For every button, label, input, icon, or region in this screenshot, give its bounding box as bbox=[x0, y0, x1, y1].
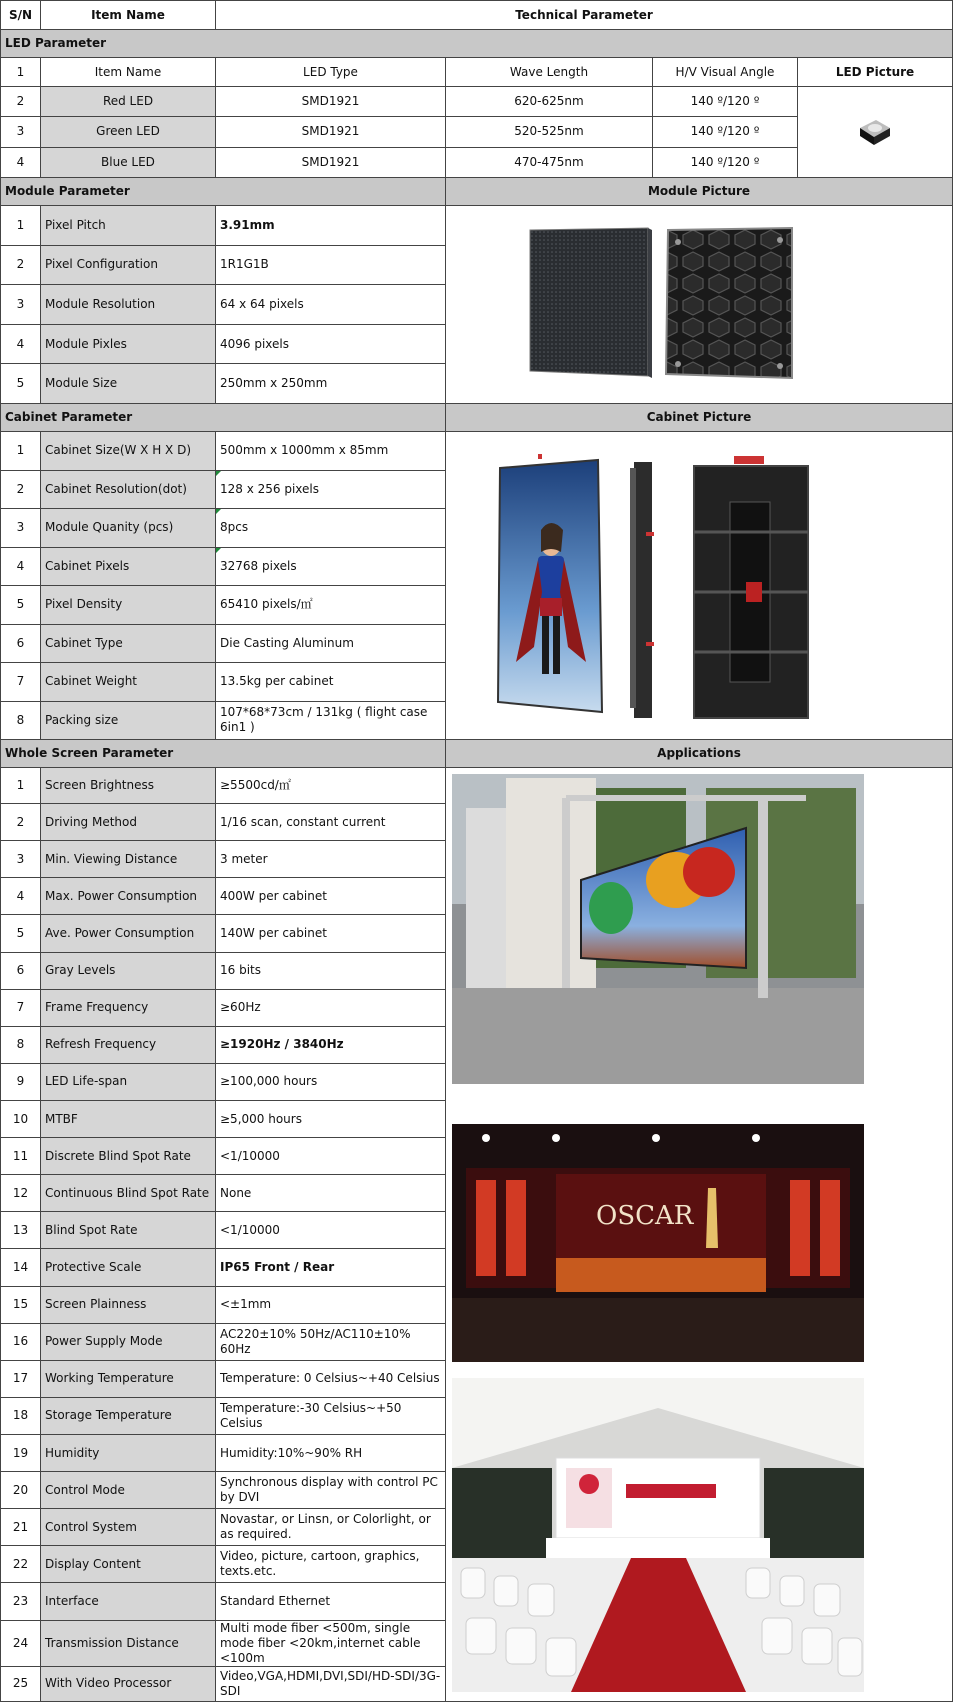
header-item-name: Item Name bbox=[41, 1, 216, 30]
led-row-type: SMD1921 bbox=[216, 117, 446, 147]
cabinet-row-value-text: 32768 pixels bbox=[220, 558, 297, 573]
cabinet-row-value: 107*68*73cm / 131kg ( flight case 6in1 ) bbox=[216, 701, 446, 740]
screen-row-sn: 22 bbox=[1, 1546, 41, 1583]
led-row-name: Blue LED bbox=[41, 147, 216, 177]
screen-row-value: 1/16 scan, constant current bbox=[216, 804, 446, 841]
screen-row-value: 140W per cabinet bbox=[216, 915, 446, 952]
module-row-value: 1R1G1B bbox=[216, 245, 446, 285]
screen-row-value: Novastar, or Linsn, or Colorlight, or as required. bbox=[216, 1509, 446, 1546]
screen-row-value: ≥100,000 hours bbox=[216, 1063, 446, 1100]
led-col-type: LED Type bbox=[216, 58, 446, 87]
led-picture bbox=[798, 87, 953, 178]
module-picture bbox=[446, 206, 953, 404]
screen-row-value: Temperature:-30 Celsius~+50 Celsius bbox=[216, 1397, 446, 1434]
screen-row-value: IP65 Front / Rear bbox=[216, 1249, 446, 1286]
screen-row-sn: 23 bbox=[1, 1583, 41, 1620]
screen-row-value: 16 bits bbox=[216, 952, 446, 989]
screen-row-value: Temperature: 0 Celsius~+40 Celsius bbox=[216, 1360, 446, 1397]
led-header-row bbox=[1, 58, 953, 87]
screen-row-value: ≥60Hz bbox=[216, 989, 446, 1026]
screen-row-name: Screen Brightness bbox=[41, 768, 216, 804]
oscar-text: OSCAR bbox=[596, 1201, 694, 1231]
applications-title: Applications bbox=[446, 740, 953, 768]
module-image bbox=[446, 206, 870, 399]
cabinet-row-name: Cabinet Resolution(dot) bbox=[41, 470, 216, 509]
screen-row-name: Min. Viewing Distance bbox=[41, 841, 216, 878]
led-row-sn: 3 bbox=[1, 117, 41, 147]
module-row-sn: 2 bbox=[1, 245, 41, 285]
screen-row-sn: 2 bbox=[1, 804, 41, 841]
cabinet-row-value: 13.5kg per cabinet bbox=[216, 663, 446, 702]
screen-row-value: ≥5,000 hours bbox=[216, 1100, 446, 1137]
cabinet-row-sn: 7 bbox=[1, 663, 41, 702]
screen-row-name: Continuous Blind Spot Rate bbox=[41, 1175, 216, 1212]
cabinet-row-sn: 4 bbox=[1, 547, 41, 586]
screen-row-value: <1/10000 bbox=[216, 1212, 446, 1249]
screen-row-sn: 14 bbox=[1, 1249, 41, 1286]
screen-section-row bbox=[1, 740, 953, 768]
cabinet-section-row bbox=[1, 404, 953, 432]
led-row-angle: 140 º/120 º bbox=[653, 117, 798, 147]
cabinet-row-name: Cabinet Type bbox=[41, 624, 216, 663]
cabinet-row-name: Cabinet Size(W X H X D) bbox=[41, 432, 216, 471]
led-row bbox=[1, 87, 953, 117]
screen-row-name: Max. Power Consumption bbox=[41, 878, 216, 915]
screen-row-sn: 10 bbox=[1, 1100, 41, 1137]
screen-row-value: Video, picture, cartoon, graphics, texts.etc. bbox=[216, 1546, 446, 1583]
screen-row-sn: 18 bbox=[1, 1397, 41, 1434]
cabinet-section-title: Cabinet Parameter bbox=[1, 404, 446, 432]
screen-row-value: 3 meter bbox=[216, 841, 446, 878]
screen-row-sn: 17 bbox=[1, 1360, 41, 1397]
screen-row-name: Control System bbox=[41, 1509, 216, 1546]
screen-row-sn: 24 bbox=[1, 1620, 41, 1666]
cabinet-picture bbox=[446, 432, 953, 740]
module-row-value: 4096 pixels bbox=[216, 324, 446, 364]
cabinet-row-name: Module Quanity (pcs) bbox=[41, 509, 216, 548]
screen-row-sn: 6 bbox=[1, 952, 41, 989]
screen-row-name: Blind Spot Rate bbox=[41, 1212, 216, 1249]
header-sn: S/N bbox=[1, 1, 41, 30]
module-row-name: Module Size bbox=[41, 364, 216, 404]
module-row-sn: 3 bbox=[1, 285, 41, 325]
screen-section-title: Whole Screen Parameter bbox=[1, 740, 446, 768]
led-row-sn: 4 bbox=[1, 147, 41, 177]
screen-row-name: Refresh Frequency bbox=[41, 1026, 216, 1063]
led-col-angle: H/V Visual Angle bbox=[653, 58, 798, 87]
screen-row-value: Standard Ethernet bbox=[216, 1583, 446, 1620]
cabinet-row-value-text: 128 x 256 pixels bbox=[220, 481, 320, 496]
screen-row-name: LED Life-span bbox=[41, 1063, 216, 1100]
screen-row-sn: 5 bbox=[1, 915, 41, 952]
cabinet-row-value bbox=[216, 547, 446, 586]
screen-row-sn: 16 bbox=[1, 1323, 41, 1360]
cabinet-row-value: Die Casting Aluminum bbox=[216, 624, 446, 663]
module-section-row bbox=[1, 178, 953, 206]
module-row-sn: 5 bbox=[1, 364, 41, 404]
module-row-sn: 4 bbox=[1, 324, 41, 364]
cabinet-row-value bbox=[216, 509, 446, 548]
screen-row-sn: 20 bbox=[1, 1472, 41, 1509]
cabinet-row-name: Cabinet Weight bbox=[41, 663, 216, 702]
screen-row-sn: 25 bbox=[1, 1666, 41, 1701]
module-picture-title: Module Picture bbox=[446, 178, 953, 206]
applications-images bbox=[446, 768, 870, 1697]
led-row-angle: 140 º/120 º bbox=[653, 87, 798, 117]
led-col-item: Item Name bbox=[41, 58, 216, 87]
screen-row-name: Control Mode bbox=[41, 1472, 216, 1509]
cabinet-row-sn: 2 bbox=[1, 470, 41, 509]
screen-row-sn: 1 bbox=[1, 768, 41, 804]
screen-row-name: Discrete Blind Spot Rate bbox=[41, 1138, 216, 1175]
led-row-wave: 620-625nm bbox=[446, 87, 653, 117]
screen-row-value: ≥1920Hz / 3840Hz bbox=[216, 1026, 446, 1063]
cabinet-image bbox=[446, 432, 870, 735]
cabinet-picture-title: Cabinet Picture bbox=[446, 404, 953, 432]
screen-row-name: Storage Temperature bbox=[41, 1397, 216, 1434]
led-row-name: Green LED bbox=[41, 117, 216, 147]
screen-row-sn: 13 bbox=[1, 1212, 41, 1249]
led-row-type: SMD1921 bbox=[216, 147, 446, 177]
smd-led-image bbox=[798, 87, 953, 173]
led-col-wave: Wave Length bbox=[446, 58, 653, 87]
led-row-type: SMD1921 bbox=[216, 87, 446, 117]
screen-row-name: MTBF bbox=[41, 1100, 216, 1137]
cabinet-row-name: Pixel Density bbox=[41, 586, 216, 625]
cabinet-row-sn: 1 bbox=[1, 432, 41, 471]
module-row bbox=[1, 206, 953, 246]
screen-row-sn: 11 bbox=[1, 1138, 41, 1175]
screen-row-name: Driving Method bbox=[41, 804, 216, 841]
module-row-value: 64 x 64 pixels bbox=[216, 285, 446, 325]
screen-row-name: Power Supply Mode bbox=[41, 1323, 216, 1360]
cabinet-row-name: Cabinet Pixels bbox=[41, 547, 216, 586]
led-section-row bbox=[1, 30, 953, 58]
module-row-name: Module Pixles bbox=[41, 324, 216, 364]
screen-row-name: With Video Processor bbox=[41, 1666, 216, 1701]
cabinet-row-sn: 6 bbox=[1, 624, 41, 663]
cabinet-row-sn: 3 bbox=[1, 509, 41, 548]
screen-row-sn: 12 bbox=[1, 1175, 41, 1212]
outdoor-stage-photo bbox=[452, 774, 864, 1084]
screen-row-value: <±1mm bbox=[216, 1286, 446, 1323]
led-row-angle: 140 º/120 º bbox=[653, 147, 798, 177]
cabinet-row-sn: 8 bbox=[1, 701, 41, 740]
module-row-value: 250mm x 250mm bbox=[216, 364, 446, 404]
screen-row-value: Synchronous display with control PC by DVI bbox=[216, 1472, 446, 1509]
screen-row-name: Humidity bbox=[41, 1434, 216, 1471]
screen-row-value: Multi mode fiber <500m, single mode fiber <20km,internet cable <100m bbox=[216, 1620, 446, 1666]
module-row-sn: 1 bbox=[1, 206, 41, 246]
led-row-name: Red LED bbox=[41, 87, 216, 117]
module-row-name: Module Resolution bbox=[41, 285, 216, 325]
screen-row-name: Gray Levels bbox=[41, 952, 216, 989]
screen-row-value: Video,VGA,HDMI,DVI,SDI/HD-SDI/3G-SDI bbox=[216, 1666, 446, 1701]
module-row-name: Pixel Pitch bbox=[41, 206, 216, 246]
screen-row-name: Screen Plainness bbox=[41, 1286, 216, 1323]
cabinet-row-sn: 5 bbox=[1, 586, 41, 625]
screen-row-value: ≥5500cd/㎡ bbox=[216, 768, 446, 804]
screen-row-sn: 15 bbox=[1, 1286, 41, 1323]
screen-row-name: Interface bbox=[41, 1583, 216, 1620]
screen-row-sn: 8 bbox=[1, 1026, 41, 1063]
screen-row-name: Working Temperature bbox=[41, 1360, 216, 1397]
cabinet-row bbox=[1, 432, 953, 471]
header-technical-parameter: Technical Parameter bbox=[216, 1, 953, 30]
led-col-picture: LED Picture bbox=[798, 58, 953, 87]
screen-row bbox=[1, 768, 953, 804]
screen-row-name: Protective Scale bbox=[41, 1249, 216, 1286]
cabinet-row-value: 65410 pixels/㎡ bbox=[216, 586, 446, 625]
led-section-title: LED Parameter bbox=[1, 30, 953, 58]
led-row-sn: 2 bbox=[1, 87, 41, 117]
screen-row-sn: 19 bbox=[1, 1434, 41, 1471]
cabinet-row-value-text: 8pcs bbox=[220, 520, 249, 535]
screen-row-sn: 21 bbox=[1, 1509, 41, 1546]
screen-row-value: 400W per cabinet bbox=[216, 878, 446, 915]
cabinet-row-name: Packing size bbox=[41, 701, 216, 740]
led-row-wave: 520-525nm bbox=[446, 117, 653, 147]
screen-row-value: None bbox=[216, 1175, 446, 1212]
module-row-value: 3.91mm bbox=[216, 206, 446, 246]
screen-row-name: Frame Frequency bbox=[41, 989, 216, 1026]
module-row-name: Pixel Configuration bbox=[41, 245, 216, 285]
screen-row-sn: 7 bbox=[1, 989, 41, 1026]
screen-row-name: Transmission Distance bbox=[41, 1620, 216, 1666]
screen-row-value: Humidity:10%~90% RH bbox=[216, 1434, 446, 1471]
screen-row-sn: 3 bbox=[1, 841, 41, 878]
screen-row-sn: 9 bbox=[1, 1063, 41, 1100]
screen-row-sn: 4 bbox=[1, 878, 41, 915]
indoor-oscar-stage-photo bbox=[452, 1124, 864, 1362]
module-section-title: Module Parameter bbox=[1, 178, 446, 206]
cabinet-row-value: 500mm x 1000mm x 85mm bbox=[216, 432, 446, 471]
screen-row-value: <1/10000 bbox=[216, 1138, 446, 1175]
screen-row-name: Ave. Power Consumption bbox=[41, 915, 216, 952]
led-row-wave: 470-475nm bbox=[446, 147, 653, 177]
screen-row-value: AC220±10% 50Hz/AC110±10% 60Hz bbox=[216, 1323, 446, 1360]
led-col-sn: 1 bbox=[1, 58, 41, 87]
applications-picture bbox=[446, 768, 953, 1702]
wedding-stage-photo bbox=[452, 1378, 864, 1692]
header-row bbox=[1, 1, 953, 30]
screen-row-name: Display Content bbox=[41, 1546, 216, 1583]
cabinet-row-value bbox=[216, 470, 446, 509]
